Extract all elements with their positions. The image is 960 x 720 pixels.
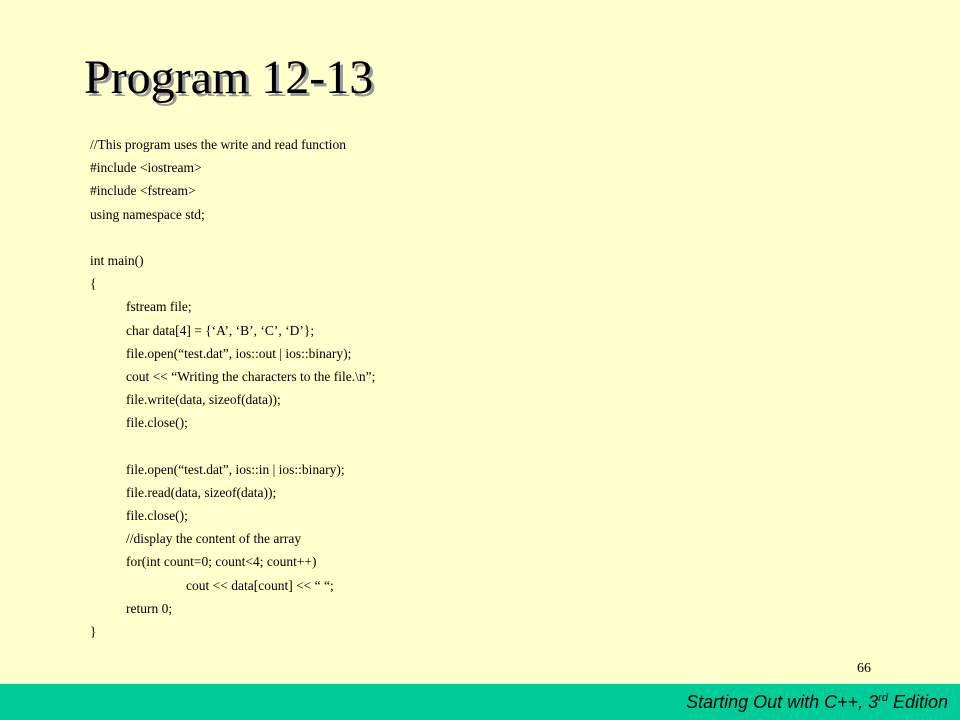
code-line: file.write(data, sizeof(data)); <box>126 392 281 408</box>
code-line: cout << data[count] << “ “; <box>186 577 334 593</box>
code-listing <box>90 133 830 643</box>
code-line: for(int count=0; count<4; count++) <box>126 554 317 570</box>
code-line-blank <box>90 434 830 457</box>
code-line: file.read(data, sizeof(data)); <box>126 484 277 500</box>
footer-book-title <box>686 691 948 713</box>
page-number: 66 <box>857 661 871 676</box>
footer-text-end: Edition <box>887 692 948 712</box>
footer-bar <box>0 684 960 720</box>
code-line-blank <box>90 226 830 249</box>
code-line: //This program uses the write and read function <box>90 137 347 152</box>
code-line: file.open(“test.dat”, ios::out | ios::binary); <box>126 345 352 361</box>
footer-text-main: Starting Out with C++, 3 <box>686 692 879 712</box>
code-line: using namespace std; <box>90 206 205 222</box>
code-line: fstream file; <box>126 299 192 315</box>
code-line: { <box>90 276 97 292</box>
code-line: cout << “Writing the characters to the file.\n”; <box>126 368 376 384</box>
code-line: char data[4] = {‘A’, ‘B’, ‘C’, ‘D’}; <box>126 322 315 338</box>
code-line: file.close(); <box>126 508 188 523</box>
code-line: #include <iostream> <box>90 160 202 176</box>
code-line: file.close(); <box>126 415 188 431</box>
code-line: file.open(“test.dat”, ios::in | ios::binary); <box>126 461 345 477</box>
code-line: } <box>90 623 97 639</box>
code-line: #include <fstream> <box>90 183 196 199</box>
footer-text-superscript: rd <box>878 692 888 704</box>
slide-title: Program 12-13 <box>84 51 374 104</box>
code-line: return 0; <box>126 600 173 616</box>
code-line: int main() <box>90 252 144 268</box>
code-line: //display the content of the array <box>126 531 302 547</box>
